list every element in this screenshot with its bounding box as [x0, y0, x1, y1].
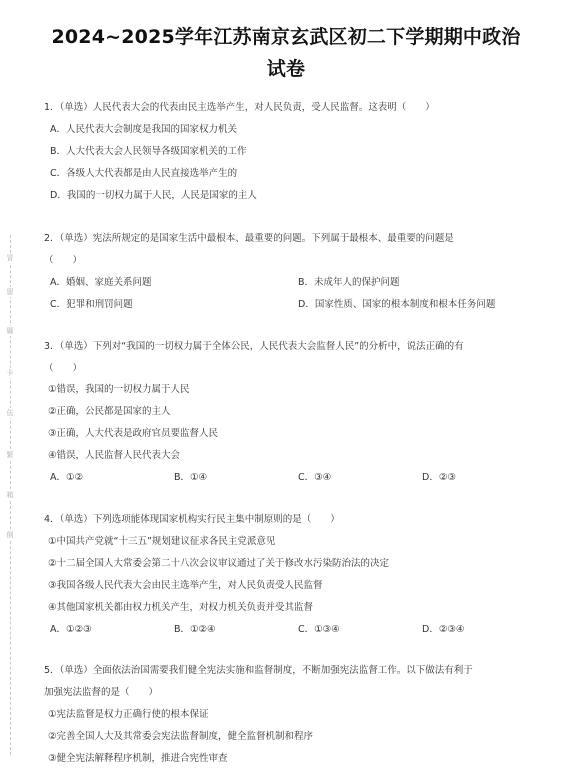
- question-1-option-d: D．我国的一切权力属于人民，人民是国家的主人: [50, 190, 257, 201]
- question-1-stem: 1．（单选）人民代表大会的代表由民主选举产生，对人民负责，受人民监督。这表明（ ）: [44, 102, 435, 113]
- binding-margin-label: 縣: [4, 326, 16, 336]
- question-1-option-a: A．人民代表大会制度是我国的国家权力机关: [50, 124, 237, 135]
- question-4-option-b: B．①②④: [174, 624, 216, 635]
- question-4-stem: 4．（单选）下列选项能体现国家机构实行民主集中制原则的是（ ）: [44, 514, 340, 525]
- question-4-statement-2: ②十二届全国人大常委会第二十八次会议审议通过了关于修改水污染防治法的决定: [48, 558, 390, 569]
- question-3-option-a: A．①②: [50, 472, 84, 483]
- question-2-stem-continued: （ ）: [44, 255, 83, 266]
- binding-margin-label: 冒: [4, 253, 16, 263]
- question-4-statement-3: ③我国各级人民代表大会由民主选举产生，对人民负责受人民监督: [48, 580, 323, 591]
- question-5-statement-3: ③健全宪法解释程序机制，推进合宪性审查: [48, 753, 228, 764]
- question-4-option-d: D．②③④: [422, 624, 465, 635]
- binding-margin-label: 留: [4, 287, 16, 297]
- question-2-option-c: C．犯罪和刑罚问题: [50, 299, 133, 310]
- question-5-statement-1: ①宪法监督是权力正确行使的根本保证: [48, 709, 209, 720]
- question-4-option-c: C．①③④: [298, 624, 340, 635]
- question-5-statement-2: ②完善全国人大及其常委会宪法监督制度，健全监督机制和程序: [48, 731, 314, 742]
- question-2-option-a: A．婚姻、家庭关系问题: [50, 277, 152, 288]
- question-3-statement-3: ③正确，人大代表是政府官员要监督人民: [48, 428, 219, 439]
- binding-margin-label: 卡: [4, 368, 16, 378]
- question-1-option-b: B．人大代表大会人民领导各级国家机关的工作: [50, 146, 247, 157]
- question-3-statement-4: ④错误，人民监督人民代表大会: [48, 450, 181, 461]
- question-3-statement-1: ①错误，我国的一切权力属于人民: [48, 384, 190, 395]
- question-5-stem-continued: 加强宪法监督的是（ ）: [44, 687, 159, 698]
- question-3-statement-2: ②正确，公民都是国家的主人: [48, 406, 171, 417]
- question-2-option-b: B．未成年人的保护问题: [298, 277, 400, 288]
- question-5-stem: 5．（单选）全面依法治国需要我们健全宪法实施和监督制度，不断加强宪法监督工作。以下做法有利于: [44, 665, 473, 676]
- question-2-option-d: D．国家性质、国家的根本制度和根本任务问题: [298, 299, 496, 310]
- page-title: 2024~2025学年江苏南京玄武区初二下学期期中政治: [51, 26, 521, 48]
- question-1-option-c: C．各级人大代表都是由人民直接选举产生的: [50, 168, 238, 179]
- question-3-stem: 3．（单选）下列对“我国的一切权力属于全体公民，人民代表大会监督人民”的分析中，说法正确的有: [44, 341, 464, 352]
- question-2-stem: 2．（单选）宪法所规定的是国家生活中最根本、最重要的问题。下列属于最根本、最重要的问题是: [44, 233, 454, 244]
- binding-margin-label: 伍: [4, 408, 16, 418]
- question-3-option-c: C．③④: [298, 472, 332, 483]
- question-3-option-b: B．①④: [174, 472, 208, 483]
- question-4-statement-4: ④其他国家机关都由权力机关产生，对权力机关负责并受其监督: [48, 602, 314, 613]
- binding-margin-label: 箱: [4, 490, 16, 500]
- page-title-continued: 试卷: [266, 58, 306, 80]
- question-3-stem-continued: （ ）: [44, 363, 83, 374]
- binding-margin-label: 繁: [4, 450, 16, 460]
- binding-margin-label: 倒: [4, 530, 16, 540]
- question-4-statement-1: ①中国共产党就“十三五”规划建议征求各民主党派意见: [48, 536, 276, 547]
- question-4-option-a: A．①②③: [50, 624, 92, 635]
- question-3-option-d: D．②③: [422, 472, 456, 483]
